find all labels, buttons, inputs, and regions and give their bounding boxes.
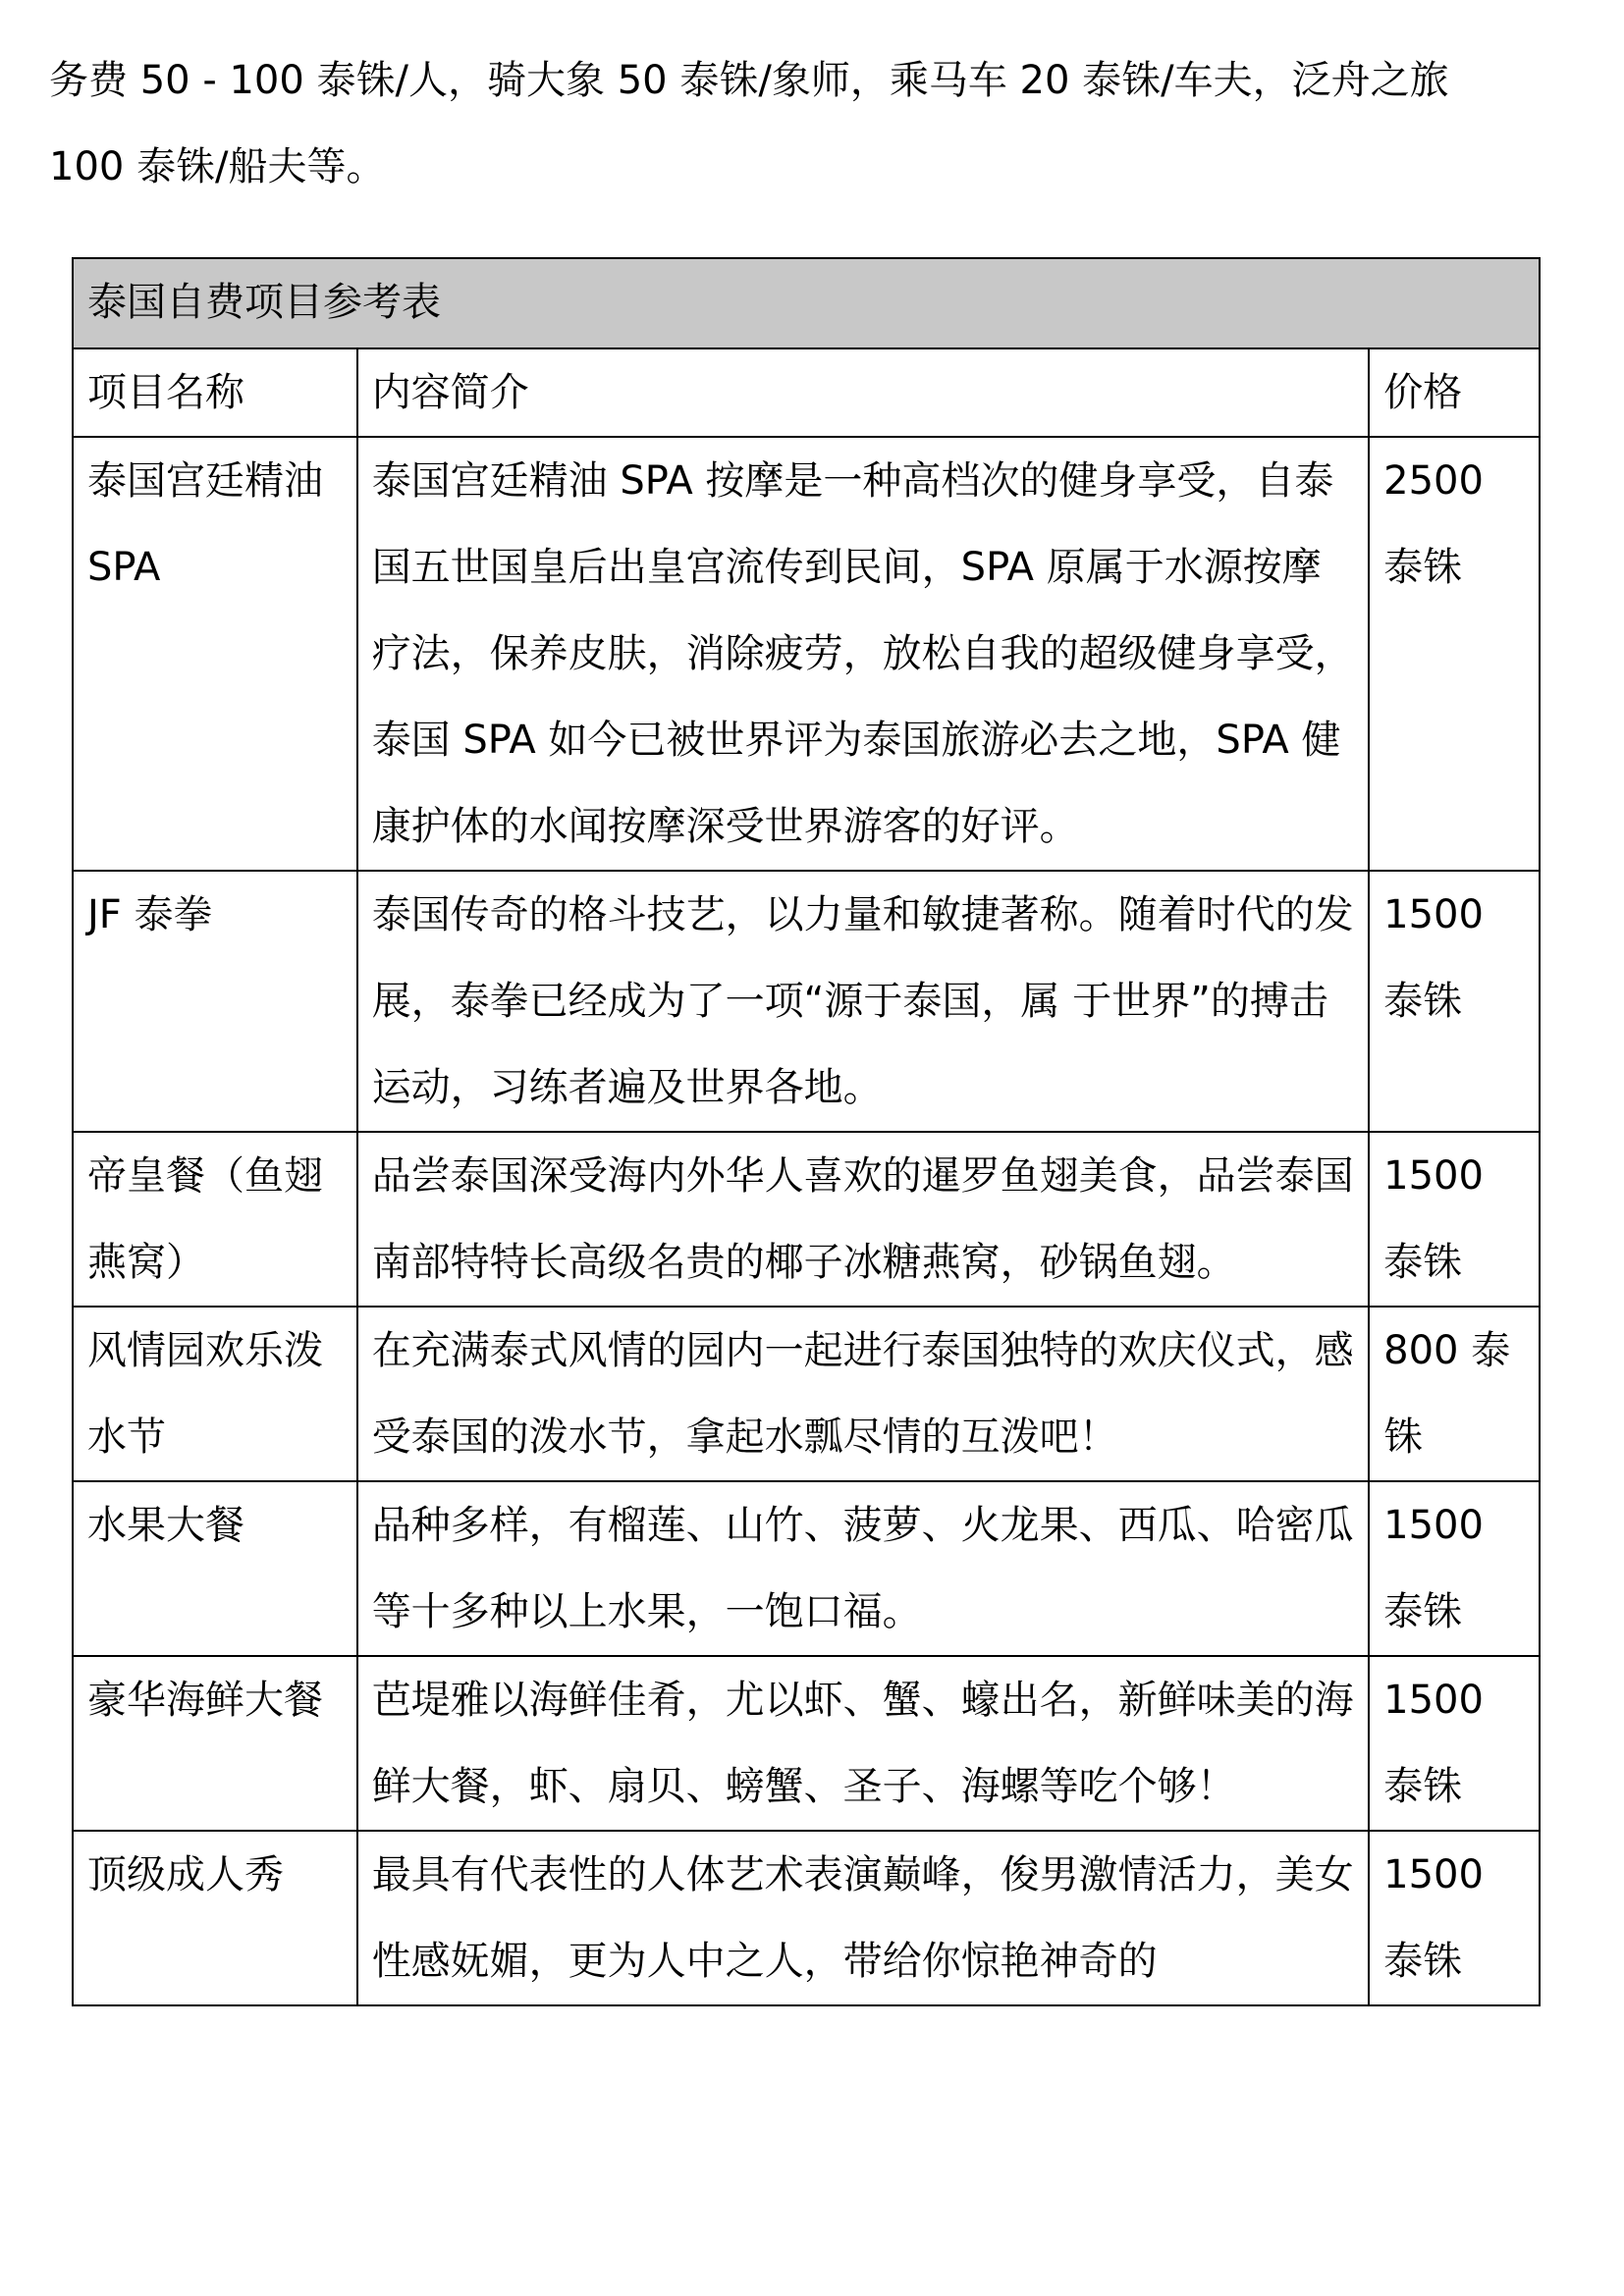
item-name: 泰国宫廷精油SPA (73, 437, 357, 871)
item-desc: 品尝泰国深受海内外华人喜欢的暹罗鱼翅美食，品尝泰国南部特特长高级名贵的椰子冰糖燕窝，砂锅鱼翅。 (357, 1132, 1369, 1307)
item-name: 顶级成人秀 (73, 1831, 357, 2005)
table-row (73, 1481, 1540, 1656)
table-row (73, 1307, 1540, 1481)
item-name: JF 泰拳 (73, 871, 357, 1132)
item-price: 1500 泰铢 (1369, 1831, 1540, 2005)
item-name: 风情园欢乐泼水节 (73, 1307, 357, 1481)
item-price: 1500 泰铢 (1369, 1132, 1540, 1307)
item-desc: 在充满泰式风情的园内一起进行泰国独特的欢庆仪式，感受泰国的泼水节，拿起水瓢尽情的互泼吧！ (357, 1307, 1369, 1481)
table-caption-row (73, 258, 1540, 348)
intro-paragraph (49, 37, 1600, 210)
item-desc: 最具有代表性的人体艺术表演巅峰，俊男激情活力，美女性感妩媚，更为人中之人，带给你惊艳神奇的 (357, 1831, 1369, 2005)
header-name: 项目名称 (73, 348, 357, 437)
table-row (73, 1831, 1540, 2005)
item-desc: 品种多样，有榴莲、山竹、菠萝、火龙果、西瓜、哈密瓜等十多种以上水果，一饱口福。 (357, 1481, 1369, 1656)
item-price: 1500 泰铢 (1369, 1656, 1540, 1831)
table-row (73, 1656, 1540, 1831)
table-row (73, 1132, 1540, 1307)
table-caption: 泰国自费项目参考表 (73, 258, 1540, 348)
intro-line-2: 100 泰铢/船夫等。 (49, 144, 386, 189)
table-header-row (73, 348, 1540, 437)
item-desc: 芭堤雅以海鲜佳肴，尤以虾、蟹、蠔出名，新鲜味美的海鲜大餐，虾、扇贝、螃蟹、圣子、海螺等吃个够！ (357, 1656, 1369, 1831)
header-price: 价格 (1369, 348, 1540, 437)
intro-line-1: 务费 50 - 100 泰铢/人，骑大象 50 泰铢/象师，乘马车 20 泰铢/车夫，泛舟之旅 (49, 58, 1449, 103)
item-desc: 泰国传奇的格斗技艺，以力量和敏捷著称。随着时代的发展，泰拳已经成为了一项“源于泰国，属 于世界”的搏击运动，习练者遍及世界各地。 (357, 871, 1369, 1132)
item-price: 800 泰铢 (1369, 1307, 1540, 1481)
item-price: 1500 泰铢 (1369, 1481, 1540, 1656)
item-desc: 泰国宫廷精油 SPA 按摩是一种高档次的健身享受，自泰国五世国皇后出皇宫流传到民间，SPA 原属于水源按摩疗法，保养皮肤，消除疲劳，放松自我的超级健身享受，泰国 SPA 如今已被世界评为泰国旅游必去之地，SPA 健康护体的水闻按摩深受世界游客的好评。 (357, 437, 1369, 871)
item-name: 豪华海鲜大餐 (73, 1656, 357, 1831)
self-pay-items-table (72, 257, 1541, 2006)
table-row (73, 871, 1540, 1132)
item-price: 2500 泰铢 (1369, 437, 1540, 871)
item-name: 帝皇餐（鱼翅燕窝） (73, 1132, 357, 1307)
item-price: 1500 泰铢 (1369, 871, 1540, 1132)
header-desc: 内容简介 (357, 348, 1369, 437)
table-row (73, 437, 1540, 871)
item-name: 水果大餐 (73, 1481, 357, 1656)
